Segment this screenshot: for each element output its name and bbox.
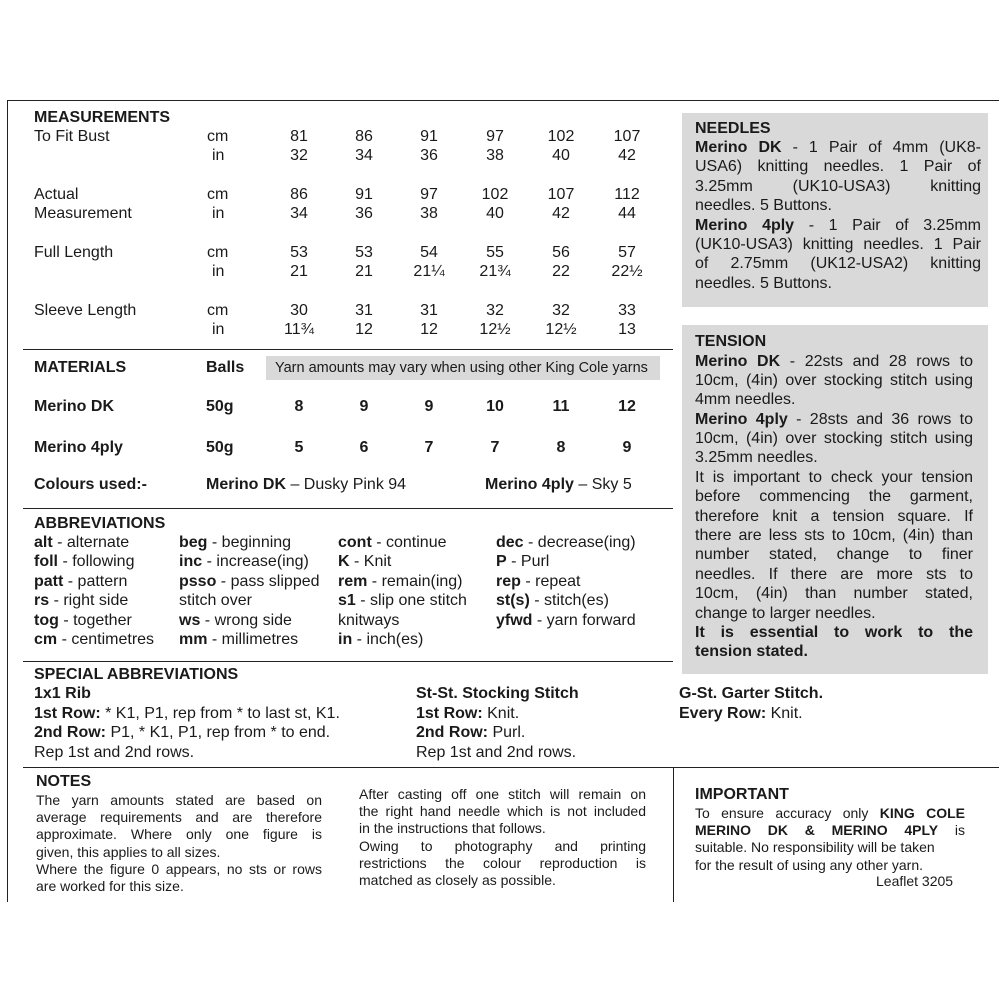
- measurement-value: 44: [618, 205, 636, 222]
- text-line: needles. 5 Buttons.: [695, 197, 832, 215]
- ball-count: 7: [424, 439, 434, 456]
- abbreviation-item: rem - remain(ing): [338, 572, 463, 590]
- measurement-value: 34: [290, 205, 308, 222]
- text-line: Where the figure 0 appears, no sts or rows: [36, 860, 322, 877]
- measurement-value: 53: [290, 244, 308, 261]
- measurement-value: 42: [618, 147, 636, 164]
- measurement-label: Actual: [34, 186, 79, 203]
- abbreviation-item: foll - following: [34, 553, 135, 571]
- measurement-value: 40: [552, 147, 570, 164]
- text-line: average requirements and are therefore: [36, 809, 322, 826]
- measurement-value: 102: [547, 128, 575, 145]
- text-line: 10cm, (4in) over stocking stitch using: [695, 371, 973, 389]
- text-line: Merino 4ply - 28sts and 36 rows to: [695, 410, 973, 428]
- measurements-heading: MEASUREMENTS: [34, 109, 171, 126]
- text-line: Merino DK - 1 Pair of 4mm (UK8-: [695, 139, 982, 156]
- ball-count: 11: [552, 398, 570, 415]
- measurement-value: 31: [420, 302, 438, 319]
- measurement-value: 21¾: [479, 263, 511, 280]
- st-st-repeat: Rep 1st and 2nd rows.: [416, 744, 577, 761]
- text-line: number stated, change to finer: [695, 546, 973, 564]
- measurement-value: 21: [290, 263, 308, 280]
- rib-repeat: Rep 1st and 2nd rows.: [34, 744, 195, 761]
- text-line: tension stated.: [695, 643, 808, 661]
- abbreviation-item: K - Knit: [338, 553, 392, 571]
- ball-count: 9: [359, 398, 369, 415]
- text-line: Merino 4ply - 1 Pair of 3.25mm: [695, 216, 982, 234]
- ball-count: 6: [359, 439, 369, 456]
- measurement-value: 91: [355, 186, 373, 203]
- abbreviation-item: inc - increase(ing): [179, 553, 309, 571]
- important-text: To ensure accuracy only KING COLE MERINO DK & MERINO 4PLY is suitable. No responsibility will be taken for the result of using any other yarn.: [695, 805, 966, 873]
- yarn-amount-note: Yarn amounts may vary when using other King Cole yarns: [275, 360, 648, 376]
- rib-row2: 2nd Row: P1, * K1, P1, rep from * to end.: [34, 724, 331, 741]
- measurement-value: 31: [355, 302, 373, 319]
- measurement-unit: cm: [207, 244, 229, 261]
- measurement-value: 32: [552, 302, 570, 319]
- measurement-value: 12½: [545, 321, 577, 338]
- divider-materials: [23, 349, 673, 350]
- ball-count: 8: [556, 439, 566, 456]
- text-line: 10cm, (4in) over stocking stitch using: [695, 430, 973, 448]
- measurement-value: 36: [355, 205, 373, 222]
- measurement-label: Full Length: [34, 244, 114, 261]
- rib-row1: 1st Row: * K1, P1, rep from * to last st, K1.: [34, 705, 340, 722]
- text-line: 4mm needles.: [695, 391, 796, 409]
- measurement-value: 21: [355, 263, 373, 280]
- abbreviation-item: stitch over: [179, 592, 252, 610]
- ball-count: 5: [294, 439, 304, 456]
- measurement-value: 12½: [479, 321, 511, 338]
- text-line: It is important to check your tension: [695, 468, 973, 486]
- text-line: 10cm, (4in) than number stated,: [695, 585, 973, 603]
- measurement-value: 38: [420, 205, 438, 222]
- measurement-value: 32: [486, 302, 504, 319]
- materials-heading: MATERIALS: [34, 359, 127, 376]
- measurement-value: 11¾: [284, 321, 314, 338]
- measurement-value: 91: [420, 128, 438, 145]
- abbreviation-item: mm - millimetres: [179, 631, 299, 648]
- measurement-value: 54: [420, 244, 438, 261]
- measurement-unit: cm: [207, 128, 229, 145]
- abbreviation-item: psso - pass slipped: [179, 572, 320, 590]
- leaflet-number: Leaflet 3205: [876, 873, 954, 889]
- abbreviation-item: dec - decrease(ing): [496, 534, 636, 551]
- yarn-label: Merino DK: [34, 398, 114, 415]
- measurement-value: 57: [618, 244, 636, 261]
- needles-text: [695, 138, 981, 293]
- measurement-label: To Fit Bust: [34, 128, 110, 145]
- ball-count: 12: [618, 398, 636, 415]
- measurement-value: 53: [355, 244, 373, 261]
- measurement-value: 107: [613, 128, 641, 145]
- text-line: After casting off one stitch will remain on: [359, 786, 646, 802]
- text-line: the right hand needle which is not included: [359, 803, 646, 820]
- measurement-unit: in: [212, 205, 225, 222]
- text-line: in the instructions that follows.: [359, 820, 546, 837]
- abbreviation-item: rep - repeat: [496, 572, 581, 590]
- text-line: therefore knit a tension square. If: [695, 507, 973, 525]
- divider-notes: [23, 767, 999, 768]
- text-line: USA6) knitting needles. 1 Pair of: [695, 158, 981, 176]
- measurement-value: 97: [486, 128, 504, 145]
- measurement-value: 81: [290, 128, 308, 145]
- measurement-value: 38: [486, 147, 504, 164]
- text-line: are worked for this size.: [36, 877, 184, 894]
- special-abbreviations-heading: SPECIAL ABBREVIATIONS: [34, 666, 239, 683]
- text-line: 3.25mm needles.: [695, 449, 818, 467]
- text-line: (UK10-USA3) knitting needles. 1 Pair: [695, 235, 981, 253]
- measurement-unit: in: [212, 147, 225, 164]
- ball-count: 7: [490, 439, 500, 456]
- needles-heading: NEEDLES: [695, 120, 771, 137]
- measurement-value: 34: [355, 147, 373, 164]
- text-line: The yarn amounts stated are based on: [36, 792, 322, 808]
- measurement-value: 22: [552, 263, 570, 280]
- notes-column-2: [359, 786, 646, 889]
- ball-count: 8: [294, 398, 304, 415]
- abbreviation-item: P - Purl: [496, 553, 550, 571]
- balls-label: Balls: [206, 359, 245, 376]
- ball-weight: 50g: [206, 398, 234, 415]
- measurement-value: 12: [420, 321, 438, 338]
- measurement-label: Measurement: [34, 205, 132, 222]
- measurement-value: 21¼: [413, 263, 445, 280]
- measurement-value: 97: [420, 186, 438, 203]
- measurement-value: 102: [481, 186, 509, 203]
- text-line: before commencing the garment,: [695, 488, 973, 506]
- measurement-value: 13: [618, 321, 636, 338]
- measurement-value: 86: [355, 128, 373, 145]
- measurement-value: 33: [618, 302, 636, 319]
- colour-merino-dk: Merino DK – Dusky Pink 94: [206, 476, 407, 493]
- abbreviation-item: tog - together: [34, 611, 132, 629]
- text-line: Merino DK - 22sts and 28 rows to: [695, 352, 974, 370]
- abbreviation-item: cont - continue: [338, 534, 447, 551]
- measurement-value: 40: [486, 205, 504, 222]
- abbreviation-item: s1 - slip one stitch: [338, 592, 467, 610]
- measurement-unit: cm: [207, 186, 229, 203]
- abbreviation-item: patt - pattern: [34, 572, 128, 590]
- tension-heading: TENSION: [695, 333, 767, 350]
- measurement-value: 56: [552, 244, 570, 261]
- measurement-label: Sleeve Length: [34, 302, 137, 319]
- text-line: needles. If there are more sts to: [695, 565, 973, 583]
- measurement-value: 36: [420, 147, 438, 164]
- abbreviation-item: st(s) - stitch(es): [496, 592, 609, 610]
- text-line: given, this applies to all sizes.: [36, 843, 221, 860]
- garter-title: G-St. Garter Stitch.: [679, 685, 824, 702]
- text-line: needles. 5 Buttons.: [695, 274, 832, 292]
- divider-special: [23, 661, 673, 662]
- colour-merino-4ply: Merino 4ply – Sky 5: [485, 476, 632, 493]
- colours-label: Colours used:-: [34, 476, 147, 493]
- rib-title: 1x1 Rib: [34, 685, 91, 702]
- divider-abbreviations: [23, 508, 673, 509]
- measurement-value: 30: [290, 302, 308, 319]
- notes-heading: NOTES: [36, 773, 92, 790]
- abbreviation-item: ws - wrong side: [179, 611, 292, 629]
- text-line: of 2.75mm (UK12-USA2) knitting: [695, 255, 981, 273]
- text-line: matched as closely as possible.: [359, 871, 556, 888]
- ball-count: 9: [424, 398, 434, 415]
- text-line: change to larger needles.: [695, 604, 876, 622]
- notes-column-1: [36, 792, 322, 895]
- text-line: approximate. Where only one figure is: [36, 826, 322, 843]
- text-line: It is essential to work to the: [695, 623, 973, 641]
- measurement-value: 12: [355, 321, 373, 338]
- abbreviation-item: rs - right side: [34, 592, 129, 610]
- measurement-value: 112: [614, 186, 640, 203]
- abbreviations-heading: ABBREVIATIONS: [34, 515, 166, 532]
- st-st-title: St-St. Stocking Stitch: [416, 685, 579, 702]
- st-st-row1: 1st Row: Knit.: [416, 705, 520, 722]
- st-st-row2: 2nd Row: Purl.: [416, 724, 526, 741]
- text-line: 3.25mm (UK10-USA3) knitting: [695, 177, 981, 195]
- ball-weight: 50g: [206, 439, 234, 456]
- measurement-value: 22½: [611, 263, 643, 280]
- measurement-value: 86: [290, 186, 308, 203]
- abbreviation-item: cm - centimetres: [34, 631, 155, 648]
- yarn-label: Merino 4ply: [34, 439, 123, 456]
- measurement-value: 107: [547, 186, 575, 203]
- measurement-unit: cm: [207, 302, 229, 319]
- text-line: restrictions the colour reproduction is: [359, 854, 646, 871]
- ball-count: 10: [486, 398, 504, 415]
- measurement-value: 42: [552, 205, 570, 222]
- ball-count: 9: [622, 439, 632, 456]
- measurement-unit: in: [212, 321, 225, 338]
- abbreviation-item: yfwd - yarn forward: [496, 611, 636, 629]
- abbreviation-item: beg - beginning: [179, 534, 292, 551]
- divider-notes-right: [673, 767, 674, 902]
- abbreviation-item: alt - alternate: [34, 534, 130, 551]
- measurement-unit: in: [212, 263, 225, 280]
- text-line: there are less sts to 10cm, (4in) than: [695, 527, 973, 545]
- abbreviation-item: knitways: [338, 611, 400, 629]
- abbreviation-item: in - inch(es): [338, 631, 424, 648]
- garter-row: Every Row: Knit.: [679, 705, 803, 722]
- important-heading: IMPORTANT: [695, 786, 789, 803]
- tension-text: [695, 352, 973, 662]
- measurement-value: 32: [290, 147, 308, 164]
- text-line: Owing to photography and printing: [359, 837, 646, 854]
- measurement-value: 55: [486, 244, 504, 261]
